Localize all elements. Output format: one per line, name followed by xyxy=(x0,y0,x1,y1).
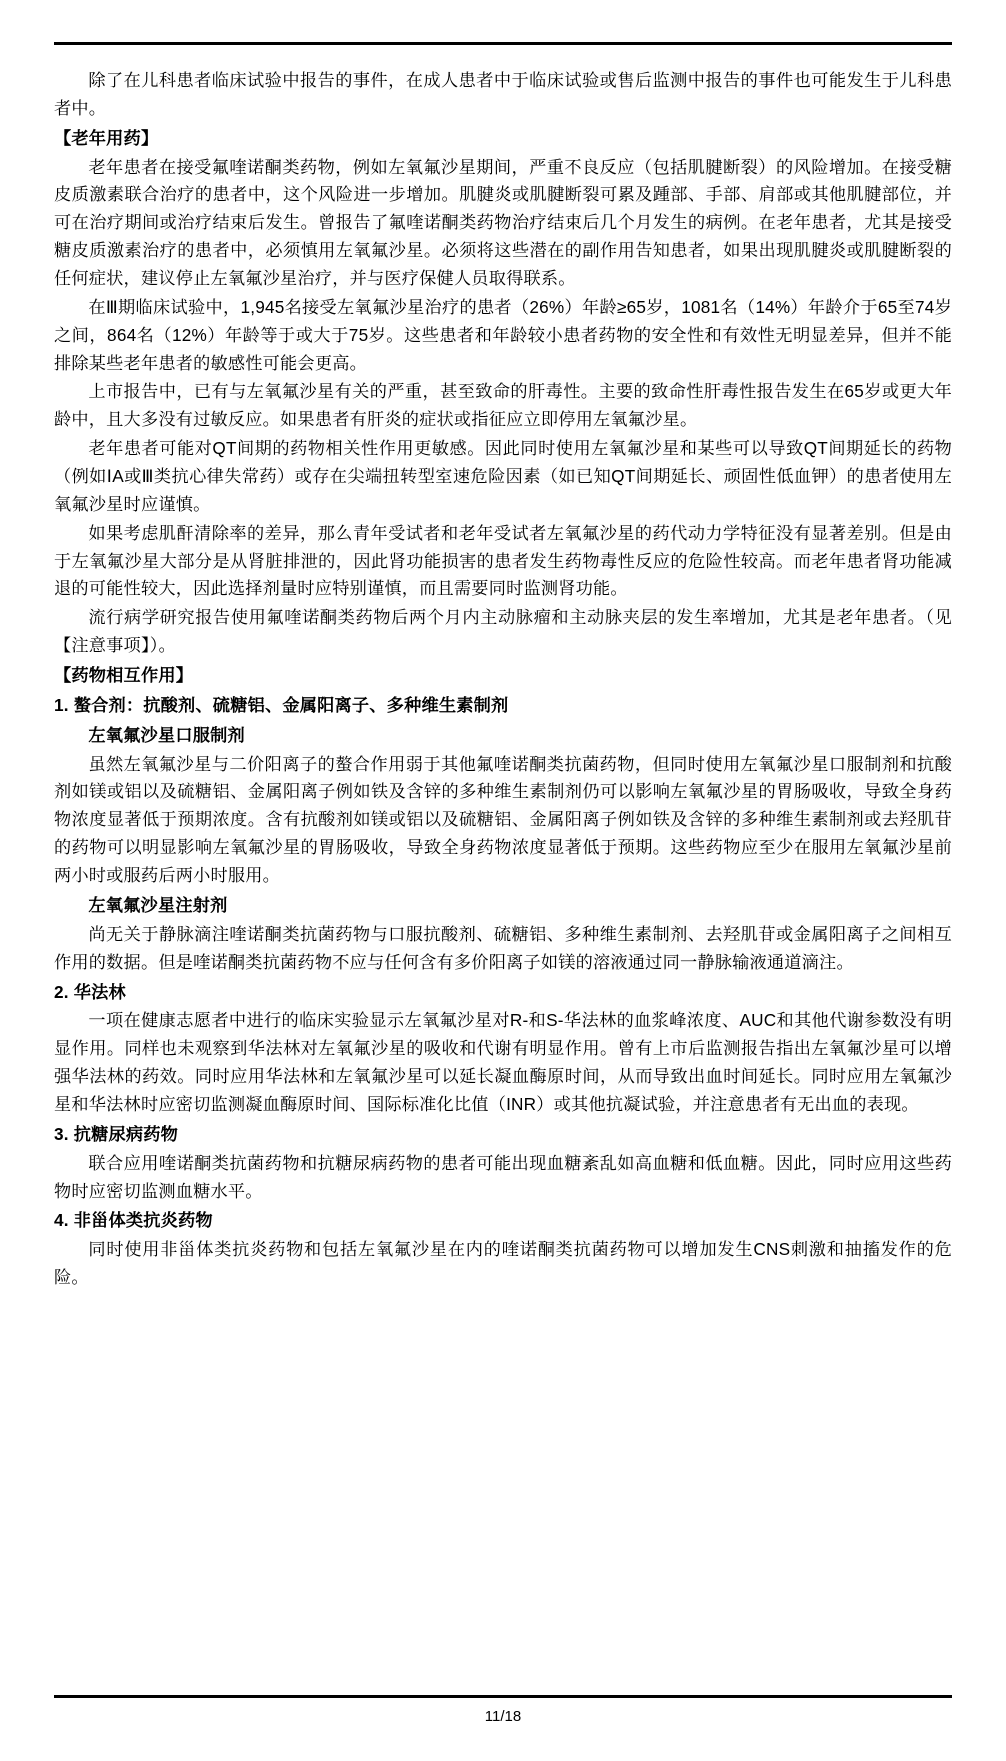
subheading-item-2: 2. 华法林 xyxy=(54,981,126,1002)
section-heading-elderly-use: 【老年用药】 xyxy=(54,127,159,148)
paragraph-pediatric: 除了在儿科患者临床试验中报告的事件，在成人患者中于临床试验或售后监测中报告的事件也可能发生于儿科患者中。 xyxy=(54,70,952,118)
section-heading-drug-interactions: 【药物相互作用】 xyxy=(54,665,194,686)
subheading-item-1-injection: 左氧氟沙星注射剂 xyxy=(88,894,228,915)
document-page xyxy=(0,42,1006,1761)
paragraph-item-2: 一项在健康志愿者中进行的临床实验显示左氧氟沙星对R-和S-华法林的血浆峰浓度、AUC和其他代谢参数没有明显作用。同样也未观察到华法林对左氧氟沙星的吸收和代谢有明显作用。曾有上市后监测报告指出左氧氟沙星可以增强华法林的药效。同时应用华法林和左氧氟沙星可以延长凝血酶原时间，从而导致出血时间延长。同时应用左氧氟沙星和华法林时应密切监测凝血酶原时间、国际标准化比值（INR）或其他抗凝试验，并注意患者有无出血的表现。 xyxy=(54,1010,952,1114)
paragraph-item-1-oral: 虽然左氧氟沙星与二价阳离子的螯合作用弱于其他氟喹诺酮类抗菌药物，但同时使用左氧氟沙星口服制剂和抗酸剂如镁或铝以及硫糖铝、金属阳离子例如铁及含锌的多种维生素制剂仍可以影响左氧氟沙星的胃肠吸收，导致全身药物浓度显著低于预期浓度。含有抗酸剂如镁或铝以及硫糖铝、金属阳离子例如铁及含锌的多种维生素制剂或去羟肌苷的药物可以明显影响左氧氟沙星的胃肠吸收，导致全身药物浓度显著低于预期。这些药物应至少在服用左氧氟沙星前两小时或服药后两小时服用。 xyxy=(54,753,952,886)
paragraph-elderly-1: 老年患者在接受氟喹诺酮类药物，例如左氧氟沙星期间，严重不良反应（包括肌腱断裂）的风险增加。在接受糖皮质激素联合治疗的患者中，这个风险进一步增加。肌腱炎或肌腱断裂可累及踵部、手部、肩部或其他肌腱部位，并可在治疗期间或治疗结束后发生。曾报告了氟喹诺酮类药物治疗结束后几个月发生的病例。在老年患者，尤其是接受糖皮质激素治疗的患者中，必须慎用左氧氟沙星。必须将这些潜在的副作用告知患者，如果出现肌腱炎或肌腱断裂的任何症状，建议停止左氧氟沙星治疗，并与医疗保健人员取得联系。 xyxy=(54,156,952,289)
footer-rule xyxy=(54,1695,952,1698)
paragraph-item-1-injection: 尚无关于静脉滴注喹诺酮类抗菌药物与口服抗酸剂、硫糖铝、多种维生素制剂、去羟肌苷或金属阳离子之间相互作用的数据。但是喹诺酮类抗菌药物不应与任何含有多价阳离子如镁的溶液通过同一静脉输液通道滴注。 xyxy=(54,923,952,972)
page-number: 11/18 xyxy=(484,1708,522,1725)
paragraph-elderly-4: 老年患者可能对QT间期的药物相关性作用更敏感。因此同时使用左氧氟沙星和某些可以导致QT间期延长的药物（例如ⅠA或Ⅲ类抗心律失常药）或存在尖端扭转型室速危险因素（如已知QT间期延长、顽固性低血钾）的患者使用左氧氟沙星时应谨慎。 xyxy=(54,438,952,514)
paragraph-elderly-6: 流行病学研究报告使用氟喹诺酮类药物后两个月内主动脉瘤和主动脉夹层的发生率增加，尤其是老年患者。（见【注意事项】）。 xyxy=(54,607,952,656)
subheading-item-3: 3. 抗糖尿病药物 xyxy=(54,1123,179,1144)
paragraph-elderly-3: 上市报告中，已有与左氧氟沙星有关的严重，甚至致命的肝毒性。主要的致命性肝毒性报告发生在65岁或更大年龄中，且大多没有过敏反应。如果患者有肝炎的症状或指征应立即停用左氧氟沙星。 xyxy=(54,381,952,430)
subheading-item-1: 1. 螯合剂：抗酸剂、硫糖铝、金属阳离子、多种维生素制剂 xyxy=(54,694,509,715)
subheading-item-1-oral: 左氧氟沙星口服制剂 xyxy=(88,724,245,745)
subheading-item-4: 4. 非甾体类抗炎药物 xyxy=(54,1210,213,1231)
paragraph-elderly-2: 在Ⅲ期临床试验中，1,945名接受左氧氟沙星治疗的患者（26%）年龄≥65岁，1081名（14%）年龄介于65至74岁之间，864名（12%）年龄等于或大于75岁。这些患者和年龄较小患者药物的安全性和有效性无明显差异，但并不能排除某些老年患者的敏感性可能会更高。 xyxy=(54,296,952,373)
paragraph-item-4: 同时使用非甾体类抗炎药物和包括左氧氟沙星在内的喹诺酮类抗菌药物可以增加发生CNS刺激和抽搐发作的危险。 xyxy=(54,1239,952,1288)
page-footer xyxy=(0,1695,1006,1725)
paragraph-elderly-5: 如果考虑肌酐清除率的差异，那么青年受试者和老年受试者左氧氟沙星的药代动力学特征没有显著差别。但是由于左氧氟沙星大部分是从肾脏排泄的，因此肾功能损害的患者发生药物毒性反应的危险性较高。而老年患者肾功能减退的可能性较大，因此选择剂量时应特别谨慎，而且需要同时监测肾功能。 xyxy=(54,522,952,599)
paragraph-item-3: 联合应用喹诺酮类抗菌药物和抗糖尿病药物的患者可能出现血糖紊乱如高血糖和低血糖。因此，同时应用这些药物时应密切监测血糖水平。 xyxy=(54,1152,952,1201)
header-rule xyxy=(54,42,952,45)
document-body xyxy=(54,67,952,1292)
